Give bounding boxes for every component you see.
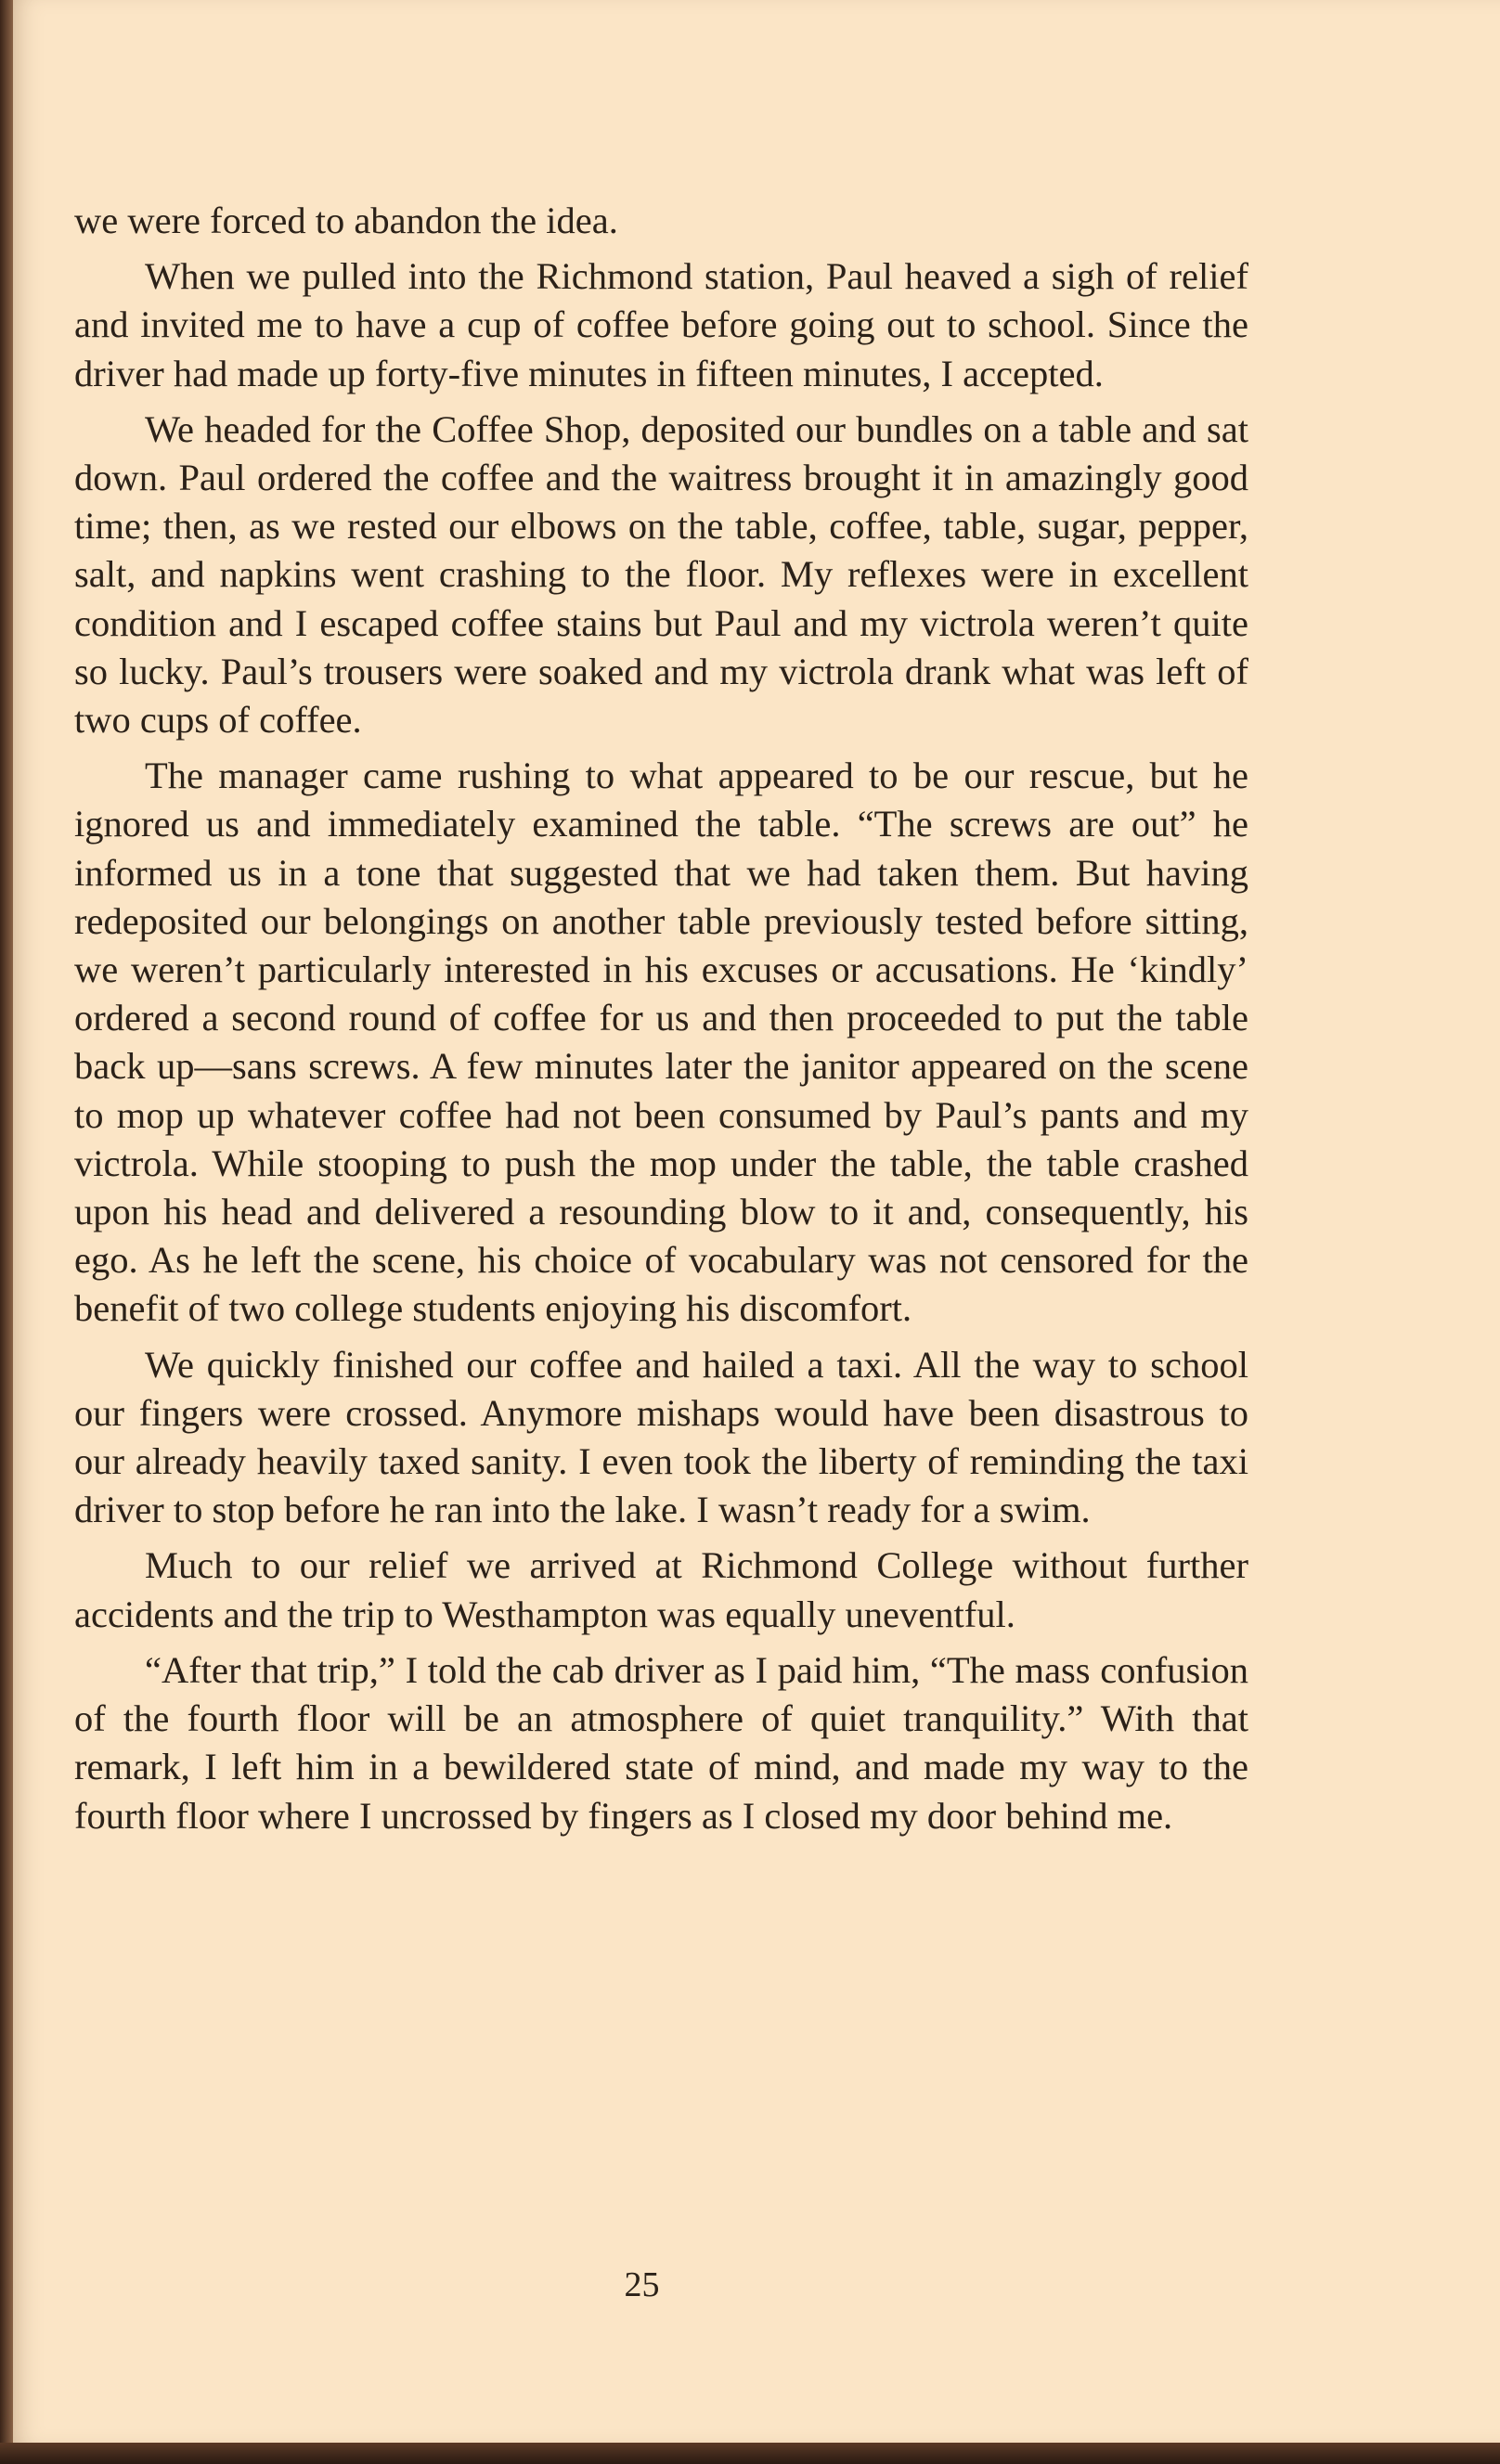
paragraph-arrival: Much to our relief we arrived at Richmond College without further accidents and the trip to Westhampton was equally uneventful. xyxy=(74,1544,1248,1635)
paragraph-closing: “After that trip,” I told the cab driver as I paid him, “The mass confusion of the fourth floor will be an atmosphere of quiet tranquility.” With that remark, I left him in a bewildered state of mind, and made my way to the fourth floor where I uncrossed by fingers as I closed my door behind me. xyxy=(74,1648,1248,1837)
book-spine-shadow xyxy=(0,0,13,2464)
paragraph-coffee-shop: We headed for the Coffee Shop, deposited our bundles on a table and sat down. Paul ordered the coffee and the waitress brought it in amazingly good time; then, as we rested our elbows on the table, coffee, table, sugar, pepper, salt, and napkins went crashing to the floor. My reflexes were in excellent condition and I escaped coffee stains but Paul and my victrola weren’t quite so lucky. Paul’s trousers were soaked and my victrola drank what was left of two cups of coffee. xyxy=(74,407,1248,742)
page-number: 25 xyxy=(624,2265,660,2304)
paragraph-manager: The manager came rushing to what appeared to be our rescue, but he ignored us and immediately examined the table. “The screws are out” he informed us in a tone that suggested that we had taken them. But having redeposited our belongings on another table previously tested before sitting, we weren’t particularly interested in his excuses or accusations. He ‘kindly’ ordered a second round of coffee for us and then proceeded to put the table back up—sans screws. A few minutes later the janitor appeared on the scene to mop up whatever coffee had not been consumed by Paul’s pants and my victrola. While stooping to push the mop under the table, the table crashed upon his head and delivered a resounding blow to it and, consequently, his ego. As he left the scene, his choice of vocabulary was not censored for the benefit of two college students enjoying his discomfort. xyxy=(74,755,1248,1330)
paragraph-continuation: we were forced to abandon the idea. xyxy=(74,200,618,241)
book-page xyxy=(13,0,1500,2443)
paragraph-richmond-station: When we pulled into the Richmond station, Paul heaved a sigh of relief and invited me to have a cup of coffee before going out to school. Since the driver had made up forty-five minutes in fifteen minutes, I accepted. xyxy=(74,255,1248,394)
page-bottom-edge xyxy=(0,2443,1500,2464)
paragraph-taxi: We quickly finished our coffee and hailed a taxi. All the way to school our fingers were crossed. Anymore mishaps would have been disastrous to our already heavily taxed sanity. I even took the liberty of reminding the taxi driver to stop before he ran into the lake. I wasn’t ready for a swim. xyxy=(74,1343,1248,1531)
body-text xyxy=(74,197,1248,1840)
